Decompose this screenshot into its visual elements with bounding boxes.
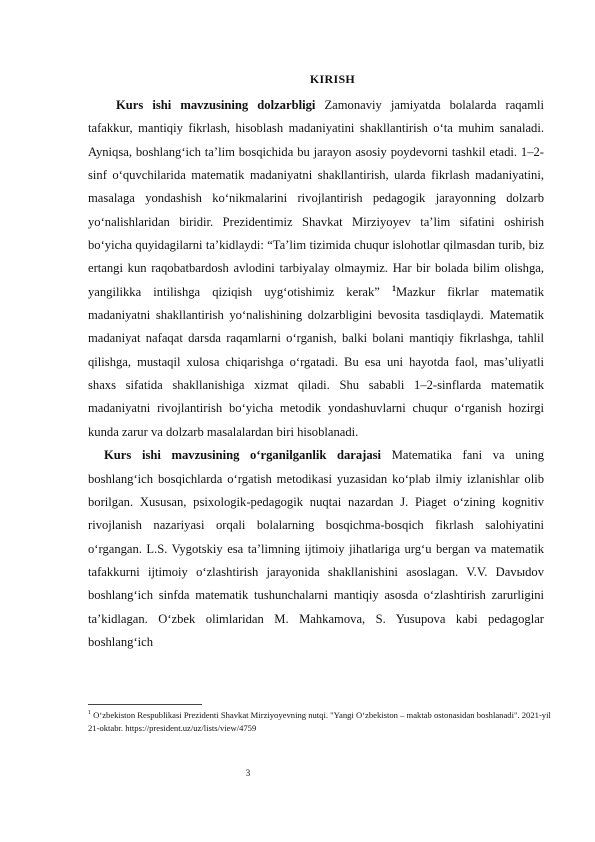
relevance-text-b: Mazkur fikrlar matematik madaniyatni shakllantirish yo‘nalishining dolzarbligini bevosita tasdiqlaydi. Matematik madaniyat nafaqat darsda raqamlarni o‘rganish, balki bolani mantiqiy fikrlashga, tahlil qilishga, mustaqil xulosa chiqarishga o‘rgatadi. Bu esa uni hayotda faol, mas’uliyatli shaxs sifatida shakllanishiga xizmat qiladi. Shu sababli 1–2-sinflarda matematik madaniyatni rivojlantirish bo‘yicha metodik yondashuvlarni chuqur o‘rganish hozirgi kunda zarur va dolzarb masalalardan biri hisoblanadi. — [88, 284, 544, 439]
body-text — [88, 94, 544, 654]
footnote — [88, 709, 558, 735]
relevance-text-a: Zamonaviy jamiyatda bolalarda raqamli tafakkur, mantiqiy fikrlash, hisoblash madaniyatini shakllantirish o‘ta muhim sanaladi. Ayniqsa, boshlang‘ich ta’lim bosqichida bu jarayon asosiy poydevorni tashkil etadi. 1–2-sinf o‘quvchilarida matematik madaniyatni shakllantirish, ularda fikrlash madaniyatini, masalaga yondashish ko‘nikmalarini rivojlantirish pedagogik jarayonning dolzarb yo‘nalishlaridan biridir. Prezidentimiz Shavkat Mirziyoyev ta’lim sifatini oshirish bo‘yicha quyidagilarni ta’kidlaydi: “Ta’lim tizimida chuqur islohotlar qilmasdan turib, biz ertangi kun raqobatbardosh avlodini tarbiyalay olmaymiz. Har bir bolada bilim olishga, yangilikka intilishga qiziqish uyg‘otishimiz kerak” — [88, 98, 544, 299]
study-level-text: Matematika fani va uning boshlang‘ich bosqichlarda o‘rgatish metodikasi yuzasidan ko‘plab ilmiy izlanishlar olib borilgan. Xususan, psixologik-pedagogik nuqtai nazardan J. Piaget o‘zining kognitiv rivojlanish nazariyasi orqali bolalarning bosqichma-bosqich fikrlash salohiyatini o‘rgangan. L.S. Vygotskiy esa ta’limning ijtimoiy jihatlariga urg‘u bergan va matematik tafakkurni ijtimoiy o‘zlashtirish jarayonida shakllanishini asoslagan. V.V. Davыdov boshlang‘ich sinfda matematik tushunchalarni mantiqiy asosda o‘zlashtirish zarurligini ta’kidlagan. O‘zbek olimlaridan M. Mahkamova, S. Yusupova kabi pedagoglar boshlang‘ich — [88, 448, 544, 649]
footnote-divider — [88, 704, 202, 705]
paragraph-study-level — [88, 444, 544, 654]
footnote-number: 1 — [88, 710, 91, 717]
footnote-text: O‘zbekiston Respublikasi Prezidenti Shavkat Mirziyoyevning nutqi. "Yangi O‘zbekiston – maktab ostonasidan boshlanadi". 2021-yil 21-oktabr. https://president.uz/uz/lists/view/4759 — [88, 710, 551, 733]
paragraph-relevance — [88, 94, 544, 444]
study-level-lead: Kurs ishi mavzusining o‘rganilganlik darajasi — [104, 448, 382, 463]
page-number: 3 — [245, 768, 251, 778]
relevance-lead: Kurs ishi mavzusining dolzarbligi — [116, 98, 316, 112]
footnote-ref[interactable]: 1 — [391, 283, 396, 293]
section-heading: KIRISH — [309, 72, 356, 86]
